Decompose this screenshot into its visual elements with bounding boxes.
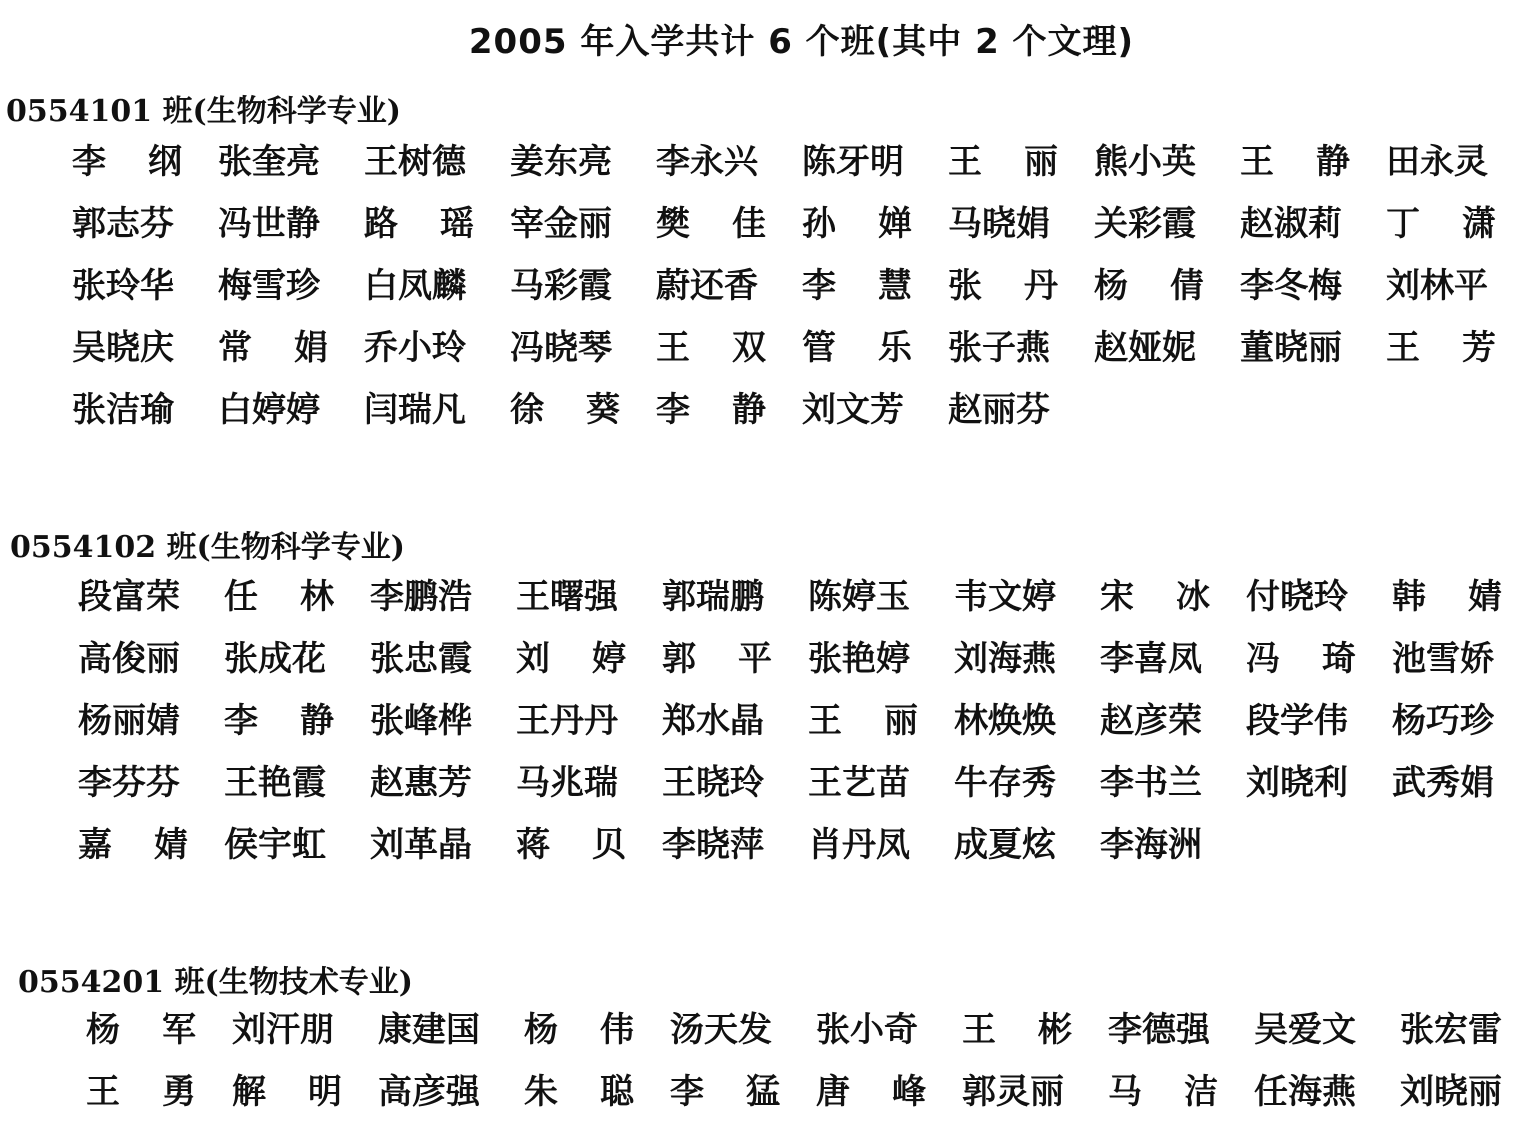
student-name: 王曙强 [516,577,618,617]
student-name: 付晓玲 [1246,577,1348,617]
student-name: 李书兰 [1100,763,1202,803]
student-name: 张宏雷 [1400,1010,1502,1050]
student-name: 李 猛 [670,1072,780,1112]
student-name: 李鹏浩 [370,577,472,617]
student-name: 蒋 贝 [516,825,626,865]
student-name: 李海洲 [1100,825,1202,865]
student-name: 马彩霞 [510,266,612,306]
student-name: 杨丽婧 [78,701,180,741]
student-name: 李 慧 [802,266,912,306]
student-name: 张小奇 [816,1010,918,1050]
student-name: 宋 冰 [1100,577,1210,617]
student-name: 王树德 [364,142,466,182]
student-name: 林焕焕 [954,701,1056,741]
student-name: 梅雪珍 [218,266,320,306]
student-name: 张艳婷 [808,639,910,679]
student-name: 冯晓琴 [510,328,612,368]
student-name: 张玲华 [72,266,174,306]
student-name: 王 静 [1240,142,1350,182]
student-name: 张成花 [224,639,326,679]
student-name: 董晓丽 [1240,328,1342,368]
student-name: 刘海燕 [954,639,1056,679]
student-name: 陈婷玉 [808,577,910,617]
student-name: 武秀娟 [1392,763,1494,803]
student-name: 侯宇虹 [224,825,326,865]
student-name: 肖丹凤 [808,825,910,865]
student-name: 关彩霞 [1094,204,1196,244]
student-name: 郭瑞鹏 [662,577,764,617]
student-name: 管 乐 [802,328,912,368]
student-name: 王 勇 [86,1072,196,1112]
student-name: 吴晓庆 [72,328,174,368]
student-name: 李冬梅 [1240,266,1342,306]
student-name: 唐 峰 [816,1072,926,1112]
student-name: 冯世静 [218,204,320,244]
student-name: 樊 佳 [656,204,766,244]
name-list [86,999,1533,1123]
student-name: 杨 倩 [1094,266,1204,306]
student-name: 刘革晶 [370,825,472,865]
student-name: 王晓玲 [662,763,764,803]
student-name: 赵淑莉 [1240,204,1342,244]
student-name: 段富荣 [78,577,180,617]
student-name: 郭灵丽 [962,1072,1064,1112]
student-name: 冯 琦 [1246,639,1356,679]
student-name: 汤天发 [670,1010,772,1050]
student-name: 杨巧珍 [1392,701,1494,741]
student-name: 高彦强 [378,1072,480,1112]
student-name: 王艺苗 [808,763,910,803]
student-name: 高俊丽 [78,639,180,679]
student-name: 张 丹 [948,266,1058,306]
student-name: 任海燕 [1254,1072,1356,1112]
name-list [72,131,1532,441]
student-name: 徐 葵 [510,390,620,430]
student-name: 朱 聪 [524,1072,634,1112]
page-title: 2005 年入学共计 6 个班(其中 2 个文理) [468,22,1135,62]
student-name: 郑水晶 [662,701,764,741]
student-name: 王 丽 [948,142,1058,182]
student-name: 杨 伟 [524,1010,634,1050]
student-name: 李永兴 [656,142,758,182]
student-name: 马兆瑞 [516,763,618,803]
student-name: 赵丽芬 [948,390,1050,430]
student-name: 王 芳 [1386,328,1496,368]
student-name: 田永灵 [1386,142,1488,182]
student-name: 白婷婷 [218,390,320,430]
student-name: 刘晓丽 [1400,1072,1502,1112]
student-name: 段学伟 [1246,701,1348,741]
student-name: 李 静 [656,390,766,430]
student-name: 刘文芳 [802,390,904,430]
student-name: 赵惠芳 [370,763,472,803]
student-name: 丁 潇 [1386,204,1496,244]
student-name: 李芬芬 [78,763,180,803]
student-name: 乔小玲 [364,328,466,368]
student-name: 王 双 [656,328,766,368]
student-name: 郭 平 [662,639,772,679]
student-name: 熊小英 [1094,142,1196,182]
student-name: 李喜凤 [1100,639,1202,679]
class-heading: 0554101 班(生物科学专业) [6,94,401,129]
student-name: 李 静 [224,701,334,741]
student-name: 张奎亮 [218,142,320,182]
student-name: 解 明 [232,1072,342,1112]
student-name: 李 纲 [72,142,182,182]
student-name: 张子燕 [948,328,1050,368]
student-name: 闫瑞凡 [364,390,466,430]
student-name: 赵娅妮 [1094,328,1196,368]
student-name: 刘汗朋 [232,1010,334,1050]
student-name: 成夏炫 [954,825,1056,865]
student-name: 郭志芬 [72,204,174,244]
class-heading: 0554102 班(生物科学专业) [10,530,405,565]
student-name: 韦文婷 [954,577,1056,617]
student-name: 嘉 婧 [78,825,188,865]
student-name: 李晓萍 [662,825,764,865]
student-name: 马 洁 [1108,1072,1218,1112]
student-name: 马晓娟 [948,204,1050,244]
student-name: 牛存秀 [954,763,1056,803]
student-name: 姜东亮 [510,142,612,182]
student-name: 张忠霞 [370,639,472,679]
student-name: 池雪娇 [1392,639,1494,679]
student-name: 张峰桦 [370,701,472,741]
student-name: 刘 婷 [516,639,626,679]
student-name: 王丹丹 [516,701,618,741]
student-name: 路 瑶 [364,204,474,244]
student-name: 李德强 [1108,1010,1210,1050]
class-heading: 0554201 班(生物技术专业) [18,965,413,1000]
name-list [78,566,1533,876]
student-name: 康建国 [378,1010,480,1050]
student-name: 刘林平 [1386,266,1488,306]
student-name: 宰金丽 [510,204,612,244]
student-name: 赵彦荣 [1100,701,1202,741]
student-name: 张洁瑜 [72,390,174,430]
student-name: 孙 婵 [802,204,912,244]
student-name: 刘晓利 [1246,763,1348,803]
student-name: 王 彬 [962,1010,1072,1050]
student-name: 王 丽 [808,701,918,741]
student-name: 任 林 [224,577,334,617]
student-name: 杨 军 [86,1010,196,1050]
student-name: 白凤麟 [364,266,466,306]
student-name: 吴爱文 [1254,1010,1356,1050]
student-name: 王艳霞 [224,763,326,803]
student-name: 韩 婧 [1392,577,1502,617]
student-name: 陈牙明 [802,142,904,182]
student-name: 蔚还香 [656,266,758,306]
student-name: 常 娟 [218,328,328,368]
